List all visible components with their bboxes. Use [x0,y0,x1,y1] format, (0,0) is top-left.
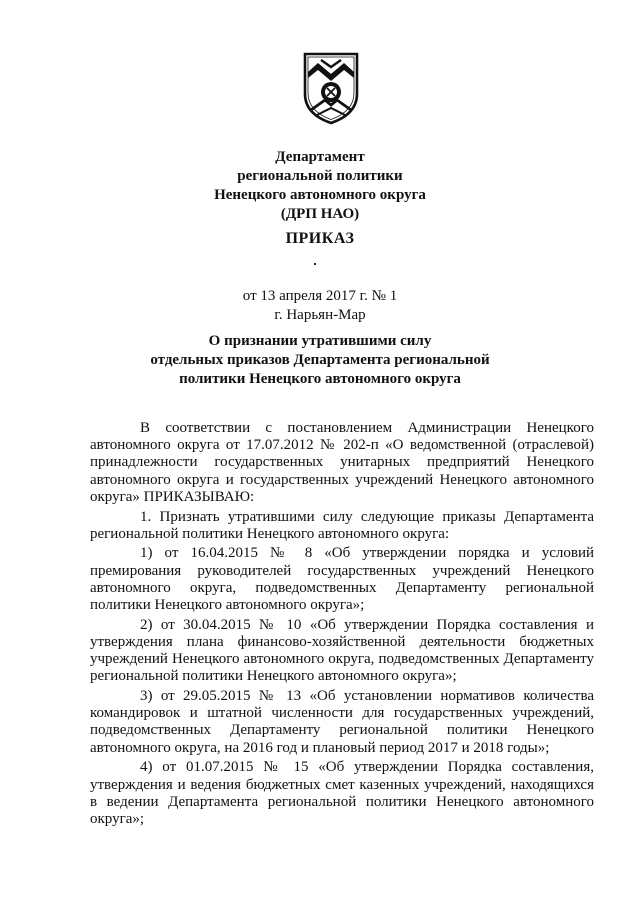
order-subject [0,332,640,389]
order-body [90,420,594,831]
subject-line: отдельных приказов Департамента региональной [150,352,490,368]
order-meta [0,287,640,325]
body-paragraph-preamble: В соответствии с постановлением Администрации Ненецкого автономного округа от 17.07.2012 № 202-п «О ведомственной (отраслевой) принадлежности государственных унитарных предприятий Ненецкого автономного округа и государственных учреждений Ненецкого автономного округа» ПРИКАЗЫВАЮ: [90,420,594,505]
body-paragraph-subitem-4: 4) от 01.07.2015 № 15 «Об утверждении Порядка составления, утверждения и ведения бюджетных смет казенных учреждений, находящихся в ведении Департамента региональной политики Ненецкого автономного округа»; [90,759,594,827]
header-line: региональной политики [237,168,403,184]
body-paragraph-subitem-1: 1) от 16.04.2015 № 8 «Об утверждении порядка и условий премирования руководителей государственных учреждений Ненецкого автономного округа, подведомственных Департаменту региональной политики Ненецкого автономного округа»; [90,545,594,614]
order-city: г. Нарьян-Мар [274,307,366,323]
order-date-number: от 13 апреля 2017 г. № 1 [242,288,398,304]
body-paragraph-item-1: 1. Признать утратившими силу следующие приказы Департамента региональной политики Ненецкого автономного округа: [90,508,594,542]
order-title: ПРИКАЗ [285,230,355,247]
coat-of-arms-emblem [301,50,361,126]
header-line: (ДРП НАО) [280,206,360,222]
body-paragraph-subitem-3: 3) от 29.05.2015 № 13 «Об установлении нормативов количества командировок и штатной численности для государственных учреждений, подведомственных Департаменту региональной политики Ненецкого автономного округа, на 2016 год и плановый период 2017 и 2018 годы»; [90,688,594,756]
header-line: Департамент [275,149,365,165]
stray-dot-mark [314,263,316,265]
header-line: Ненецкого автономного округа [214,187,426,203]
subject-line: О признании утратившими силу [208,333,432,349]
subject-line: политики Ненецкого автономного округа [179,371,461,387]
department-header [0,148,640,224]
body-paragraph-subitem-2: 2) от 30.04.2015 № 10 «Об утверждении Порядка составления и утверждения плана финансово-хозяйственной деятельности бюджетных учреждений Ненецкого автономного округа, подведомственных Департаменту региональной политики Ненецкого автономного округа»; [90,616,594,685]
